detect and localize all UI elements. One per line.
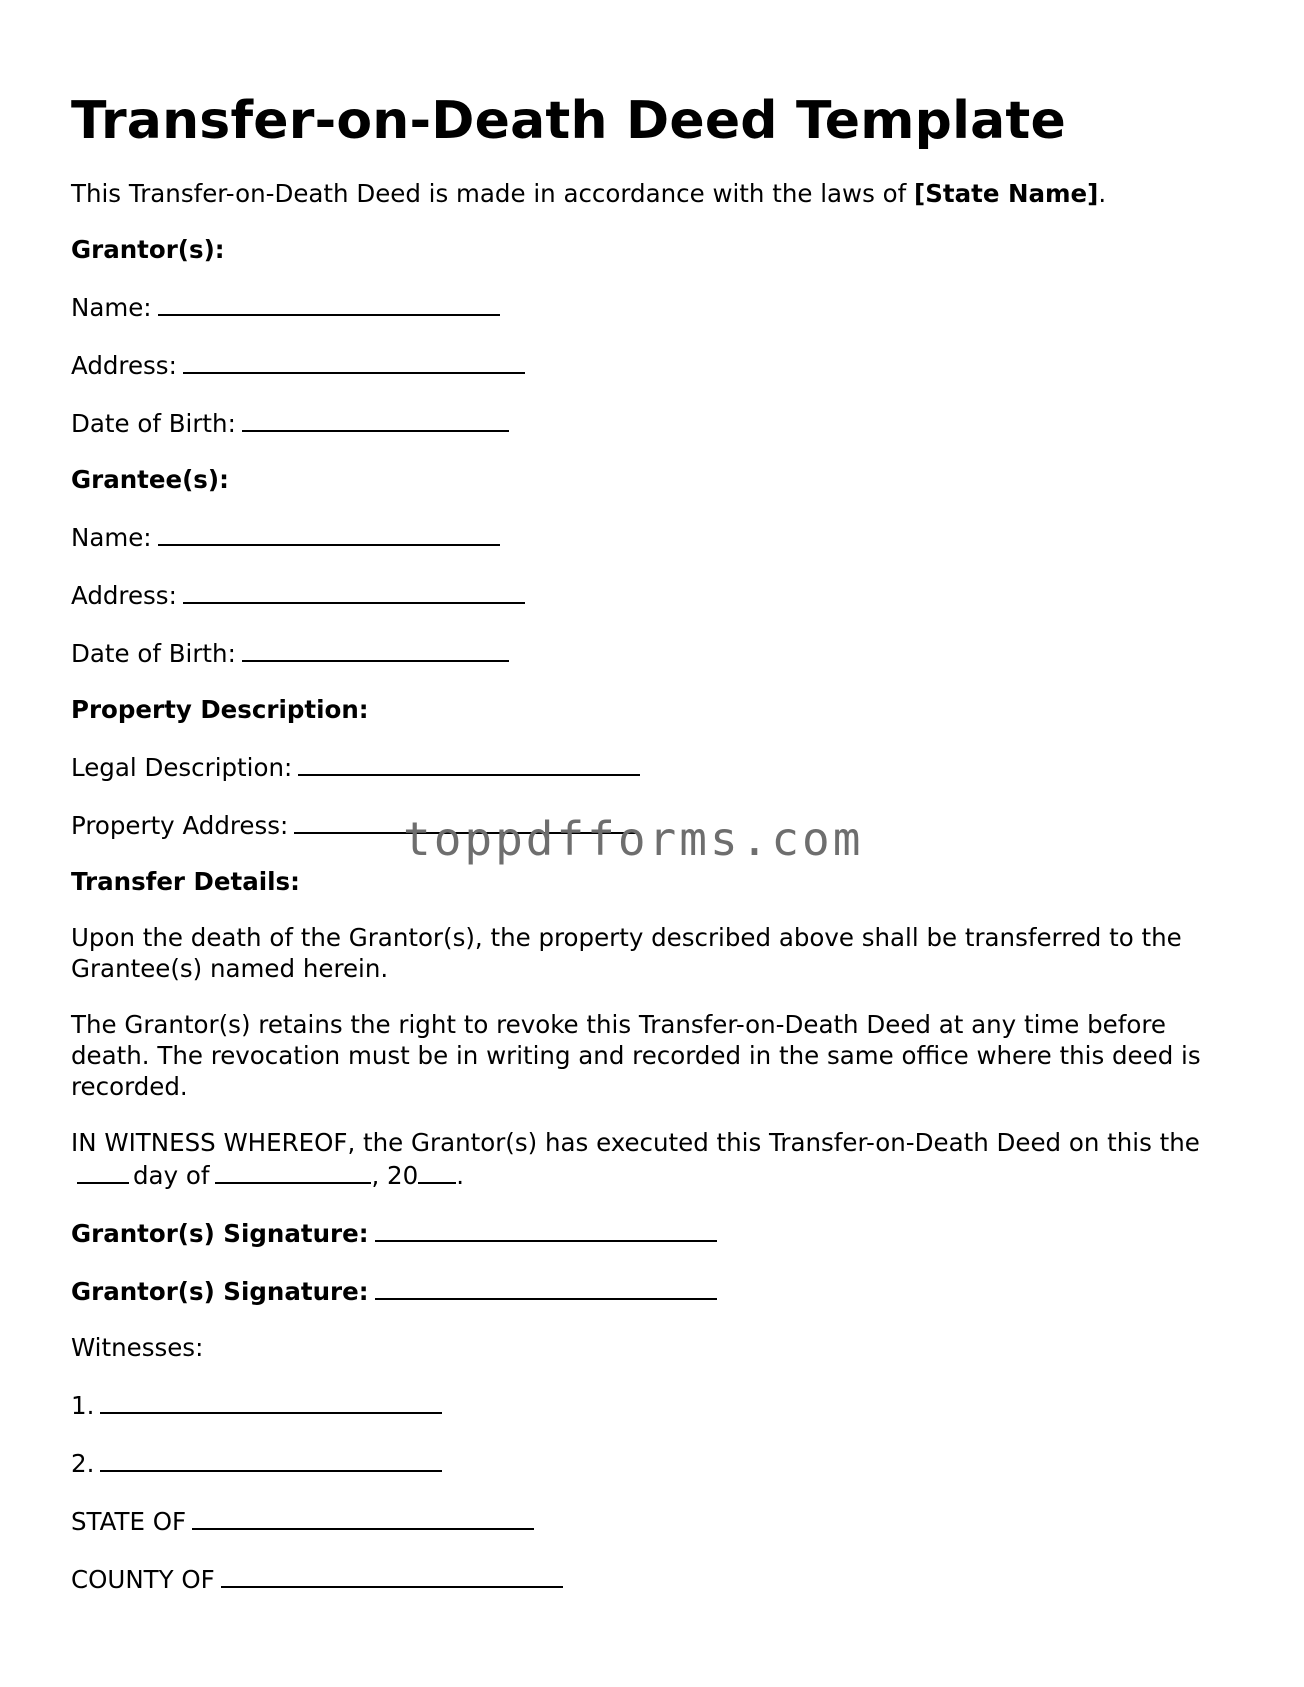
- grantee-name-row: [71, 520, 1231, 553]
- intro-end: .: [1098, 179, 1107, 209]
- witness-number-2: 2.: [71, 1449, 95, 1479]
- grantee-dob-field[interactable]: [242, 636, 509, 662]
- legal-description-label: Legal Description:: [71, 753, 293, 783]
- grantee-dob-label: Date of Birth:: [71, 639, 236, 669]
- grantor-dob-field[interactable]: [242, 406, 509, 432]
- month-field[interactable]: [215, 1158, 371, 1184]
- witness-whereof-paragraph: [71, 1127, 1231, 1191]
- grantee-address-field[interactable]: [183, 578, 525, 604]
- state-of-field[interactable]: [192, 1504, 534, 1530]
- grantee-dob-row: [71, 636, 1231, 669]
- county-of-label: COUNTY OF: [71, 1565, 215, 1595]
- signature-row-1: [71, 1216, 1231, 1249]
- year-prefix-text: , 20: [371, 1161, 419, 1191]
- day-field[interactable]: [77, 1158, 129, 1184]
- signature-field-2[interactable]: [375, 1274, 717, 1300]
- witness-text: IN WITNESS WHEREOF, the Grantor(s) has executed this Transfer-on-Death Deed on this the: [71, 1128, 1200, 1158]
- grantor-dob-label: Date of Birth:: [71, 409, 236, 439]
- grantee-address-label: Address:: [71, 581, 177, 611]
- grantee-heading: Grantee(s):: [71, 465, 229, 495]
- grantor-address-label: Address:: [71, 351, 177, 381]
- property-address-label: Property Address:: [71, 811, 289, 841]
- county-of-field[interactable]: [221, 1562, 563, 1588]
- grantee-name-field[interactable]: [158, 520, 500, 546]
- grantor-dob-row: [71, 406, 1231, 439]
- page-title: Transfer-on-Death Deed Template: [71, 91, 1066, 151]
- signature-row-2: [71, 1274, 1231, 1307]
- state-of-row: [71, 1504, 1231, 1537]
- witness-field-1[interactable]: [100, 1388, 442, 1414]
- grantor-address-field[interactable]: [183, 348, 525, 374]
- state-name-placeholder: [State Name]: [914, 179, 1099, 209]
- witness-field-2[interactable]: [100, 1446, 442, 1472]
- transfer-paragraph-1: Upon the death of the Grantor(s), the property described above shall be transferred to the Grantee(s) named herein.: [71, 923, 1182, 984]
- watermark-text: toppdfforms.com: [403, 812, 864, 866]
- grantor-address-row: [71, 348, 1231, 381]
- grantee-name-label: Name:: [71, 523, 152, 553]
- transfer-heading: Transfer Details:: [71, 867, 300, 897]
- witness-end: .: [456, 1161, 465, 1191]
- transfer-paragraph-2: The Grantor(s) retains the right to revoke this Transfer-on-Death Deed at any time before death. The revocation must be in writing and recorded in the same office where this deed is recorded.: [71, 1010, 1201, 1102]
- witness-row-1: [71, 1388, 1231, 1421]
- legal-description-field[interactable]: [298, 750, 640, 776]
- grantor-heading: Grantor(s):: [71, 235, 225, 265]
- grantor-name-label: Name:: [71, 293, 152, 323]
- county-of-row: [71, 1562, 1231, 1595]
- day-of-text: day of: [133, 1161, 210, 1191]
- year-field[interactable]: [418, 1158, 456, 1184]
- intro-paragraph: [71, 178, 1231, 209]
- grantor-name-row: [71, 290, 1231, 323]
- grantee-address-row: [71, 578, 1231, 611]
- legal-description-row: [71, 750, 1231, 783]
- grantor-name-field[interactable]: [158, 290, 500, 316]
- witnesses-heading: Witnesses:: [71, 1333, 204, 1363]
- property-heading: Property Description:: [71, 695, 369, 725]
- witness-row-2: [71, 1446, 1231, 1479]
- signature-label-2: Grantor(s) Signature:: [71, 1277, 369, 1307]
- signature-label-1: Grantor(s) Signature:: [71, 1219, 369, 1249]
- witness-number-1: 1.: [71, 1391, 95, 1421]
- signature-field-1[interactable]: [375, 1216, 717, 1242]
- intro-text: This Transfer-on-Death Deed is made in accordance with the laws of: [71, 179, 915, 209]
- state-of-label: STATE OF: [71, 1507, 187, 1537]
